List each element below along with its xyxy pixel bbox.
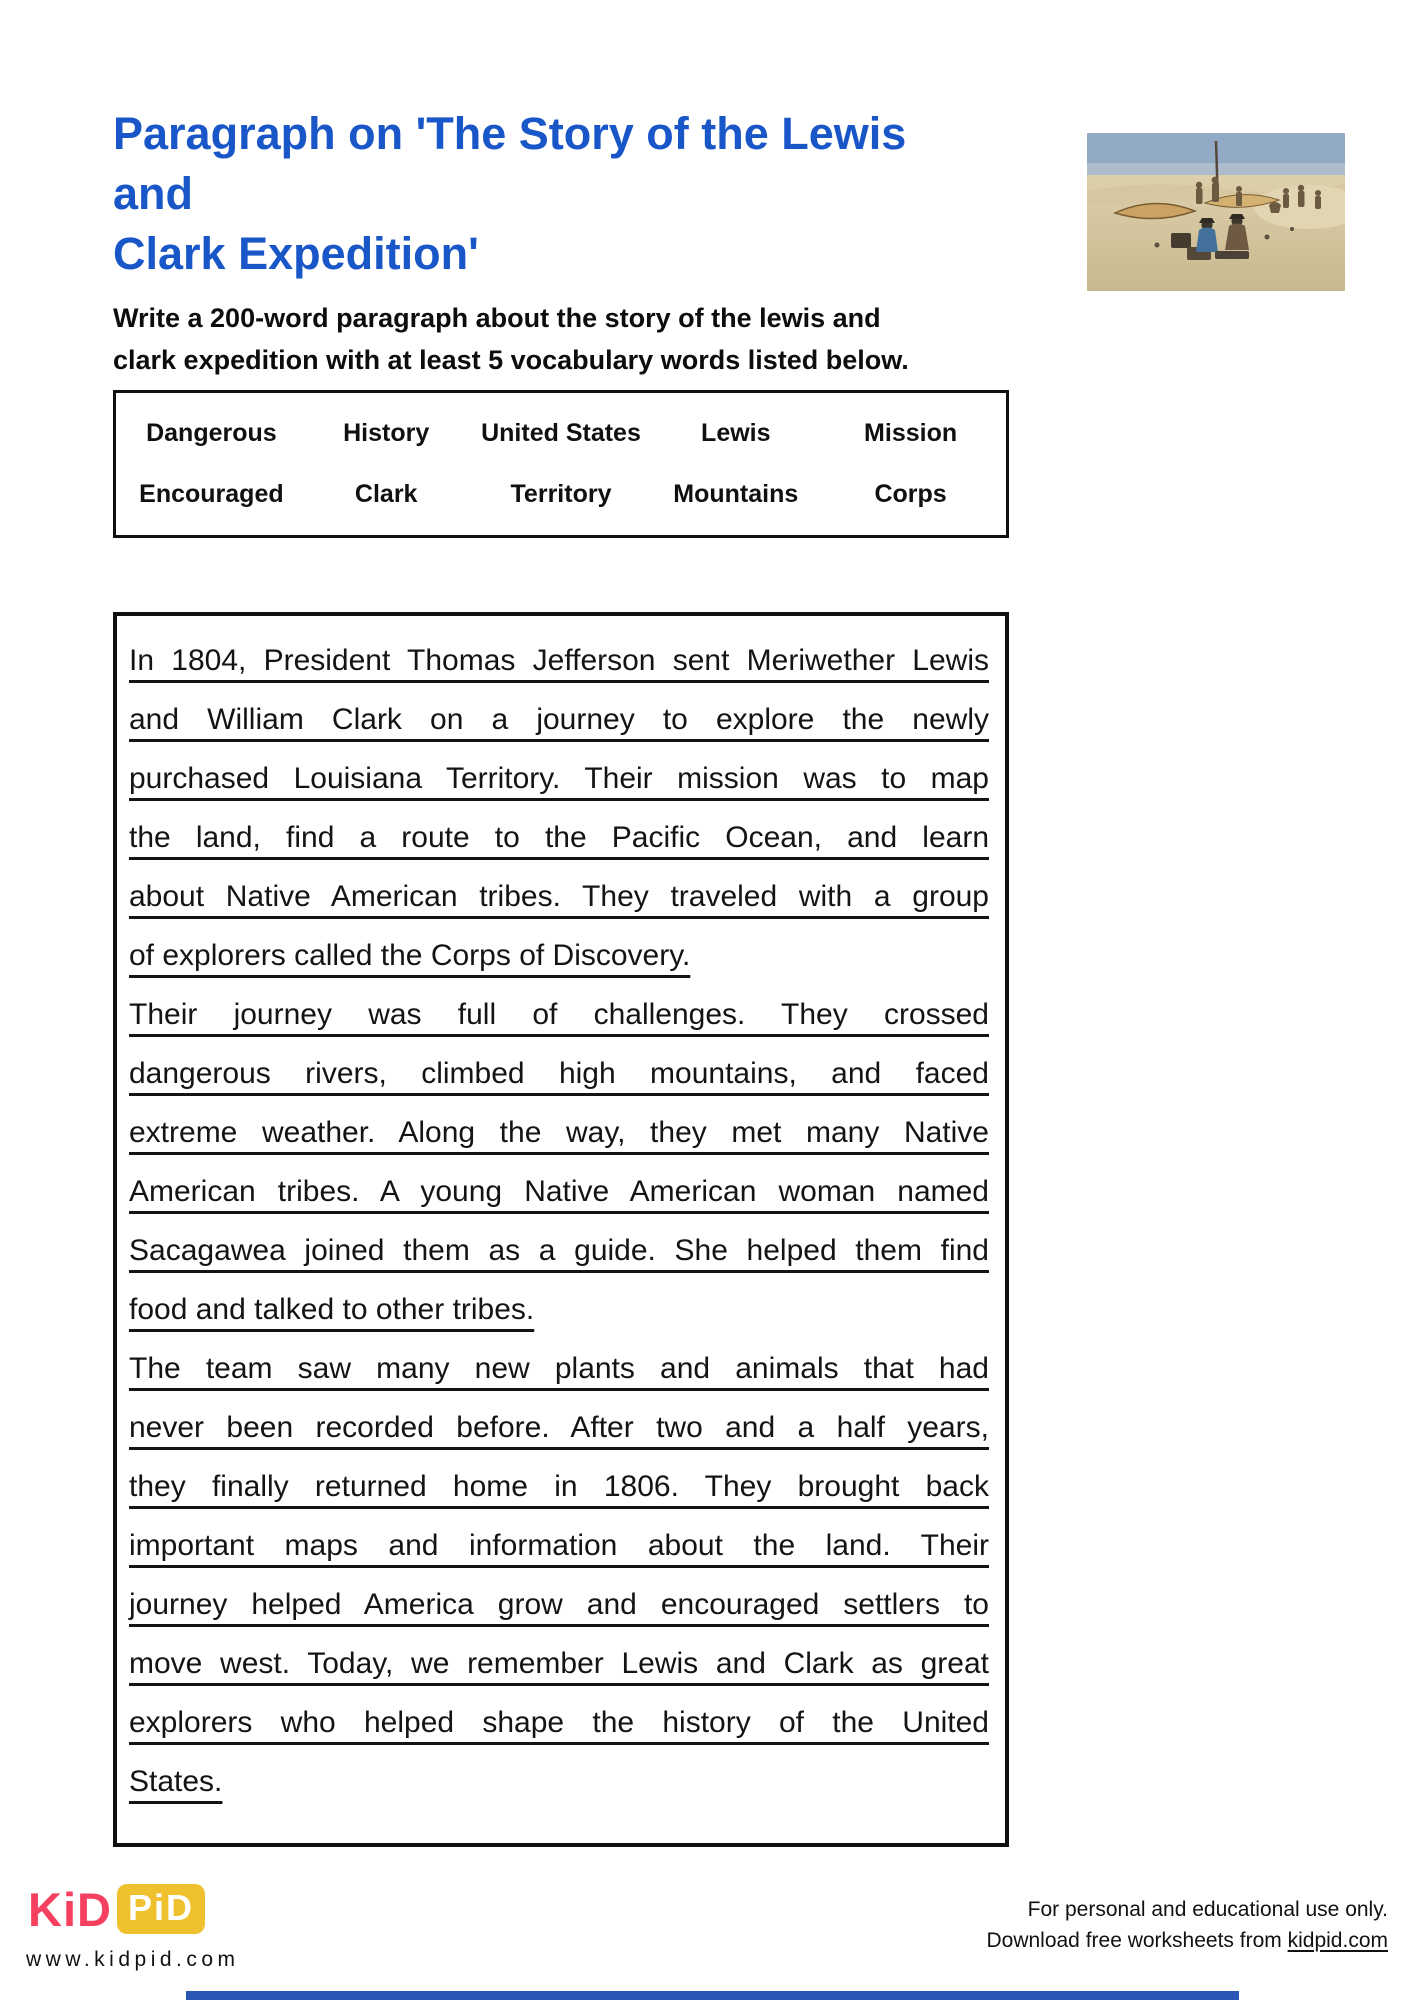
essay-line: of explorers called the Corps of Discovery. xyxy=(129,939,691,972)
instructions-line-1: Write a 200-word paragraph about the story of the lewis and xyxy=(113,303,881,333)
essay-line: important maps and information about the land. Their xyxy=(129,1529,989,1562)
vocabulary-word: Mountains xyxy=(673,480,799,508)
vocabulary-word: Lewis xyxy=(701,419,771,447)
essay-line: never been recorded before. After two and a half years, xyxy=(129,1411,989,1444)
essay-line: food and talked to other tribes. xyxy=(129,1293,535,1326)
instructions-line-2: clark expedition with at least 5 vocabulary words listed below. xyxy=(113,345,909,375)
essay-line: purchased Louisiana Territory. Their mission was to map xyxy=(129,762,989,795)
bottom-accent-bar xyxy=(186,1991,1239,2000)
essay-line: Their journey was full of challenges. They crossed xyxy=(129,998,989,1031)
footer-note-line-2 xyxy=(986,1925,1388,1956)
page-title-line-1: Paragraph on 'The Story of the Lewis and xyxy=(113,108,907,219)
vocabulary-word: Mission xyxy=(864,419,958,447)
vocabulary-word: Dangerous xyxy=(146,419,277,447)
logo-pid-badge: PiD xyxy=(117,1884,205,1934)
essay-line: the land, find a route to the Pacific Ocean, and learn xyxy=(129,821,989,854)
vocabulary-word: Clark xyxy=(354,480,418,508)
essay-line: States. xyxy=(129,1765,223,1798)
kidpid-link[interactable]: kidpid.com xyxy=(1287,1929,1388,1952)
logo-kid-text: KiD xyxy=(28,1882,112,1936)
essay-line: and William Clark on a journey to explore the newly xyxy=(129,703,989,736)
essay-box xyxy=(113,612,1009,1847)
vocabulary-word: Encouraged xyxy=(139,480,284,508)
footer-note xyxy=(986,1894,1388,1956)
essay-line: journey helped America grow and encouraged settlers to xyxy=(129,1588,989,1621)
kidpid-logo xyxy=(28,1884,205,1934)
essay-line: they finally returned home in 1806. They brought back xyxy=(129,1470,989,1503)
footer-note-line-1: For personal and educational use only. xyxy=(1027,1898,1388,1921)
vocabulary-word: Territory xyxy=(510,480,612,508)
expedition-painting xyxy=(1087,133,1345,291)
essay-line: extreme weather. Along the way, they met many Native xyxy=(129,1116,989,1149)
vocabulary-word: Corps xyxy=(874,480,947,508)
page-title-line-2: Clark Expedition' xyxy=(113,228,479,279)
essay-line: American tribes. A young Native American woman named xyxy=(129,1175,989,1208)
footer-note-line-2-prefix: Download free worksheets from xyxy=(986,1929,1288,1952)
vocabulary-box xyxy=(113,390,1009,538)
vocabulary-word: History xyxy=(343,419,430,447)
essay-line: The team saw many new plants and animals that had xyxy=(129,1352,989,1385)
essay-line: move west. Today, we remember Lewis and Clark as great xyxy=(129,1647,989,1680)
vocabulary-word: United States xyxy=(481,419,641,447)
essay-line: dangerous rivers, climbed high mountains, and faced xyxy=(129,1057,989,1090)
page-title xyxy=(113,104,913,284)
website-url: www.kidpid.com xyxy=(26,1948,240,1971)
essay-line: In 1804, President Thomas Jefferson sent Meriwether Lewis xyxy=(129,644,989,677)
essay-line: about Native American tribes. They traveled with a group xyxy=(129,880,989,913)
essay-line: explorers who helped shape the history of the United xyxy=(129,1706,989,1739)
essay-line: Sacagawea joined them as a guide. She helped them find xyxy=(129,1234,989,1267)
instructions xyxy=(113,297,913,381)
